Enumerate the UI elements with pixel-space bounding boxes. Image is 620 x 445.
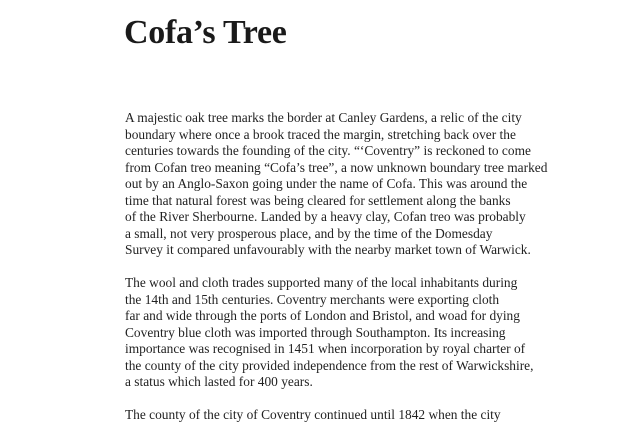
text-line: from Cofan treo meaning “Cofa’s tree”, a now unknown boundary tree marked: [125, 159, 548, 175]
text-line: The county of the city of Coventry continued until 1842 when the city: [125, 407, 501, 422]
text-line: Survey it compared unfavourably with the nearby market town of Warwick.: [125, 242, 531, 257]
text-line: A majestic oak tree marks the border at Canley Gardens, a relic of the city: [125, 110, 522, 125]
text-line: importance was recognised in 1451 when incorporation by royal charter of: [125, 341, 526, 356]
paragraph-1: [125, 110, 565, 259]
document-body: [125, 110, 565, 440]
page-title: Cofa’s Tree: [124, 14, 287, 51]
text-line: Coventry blue cloth was imported through Southampton. Its increasing: [125, 324, 506, 340]
text-line: The wool and cloth trades supported many of the local inhabitants during: [125, 275, 518, 290]
text-line: boundary where once a brook traced the margin, stretching back over the: [125, 126, 516, 142]
text-line: the 14th and 15th centuries. Coventry merchants were exporting cloth: [125, 291, 500, 307]
text-line: a status which lasted for 400 years.: [125, 374, 313, 389]
text-line: out by an Anglo-Saxon going under the name of Cofa. This was around the: [125, 176, 528, 191]
text-line: the county of the city provided independence from the rest of Warwickshire,: [125, 357, 534, 373]
text-line: of the River Sherbourne. Landed by a heavy clay, Cofan treo was probably: [125, 209, 526, 224]
text-line: a small, not very prosperous place, and by the time of the Domesday: [125, 225, 493, 241]
paragraph-2: [125, 275, 565, 391]
paragraph-3: [125, 407, 565, 424]
text-line: time that natural forest was being cleared for settlement along the banks: [125, 192, 511, 208]
text-line: centuries towards the founding of the city. “‘Coventry” is reckoned to come: [125, 143, 531, 158]
text-line: far and wide through the ports of London and Bristol, and woad for dying: [125, 308, 520, 323]
